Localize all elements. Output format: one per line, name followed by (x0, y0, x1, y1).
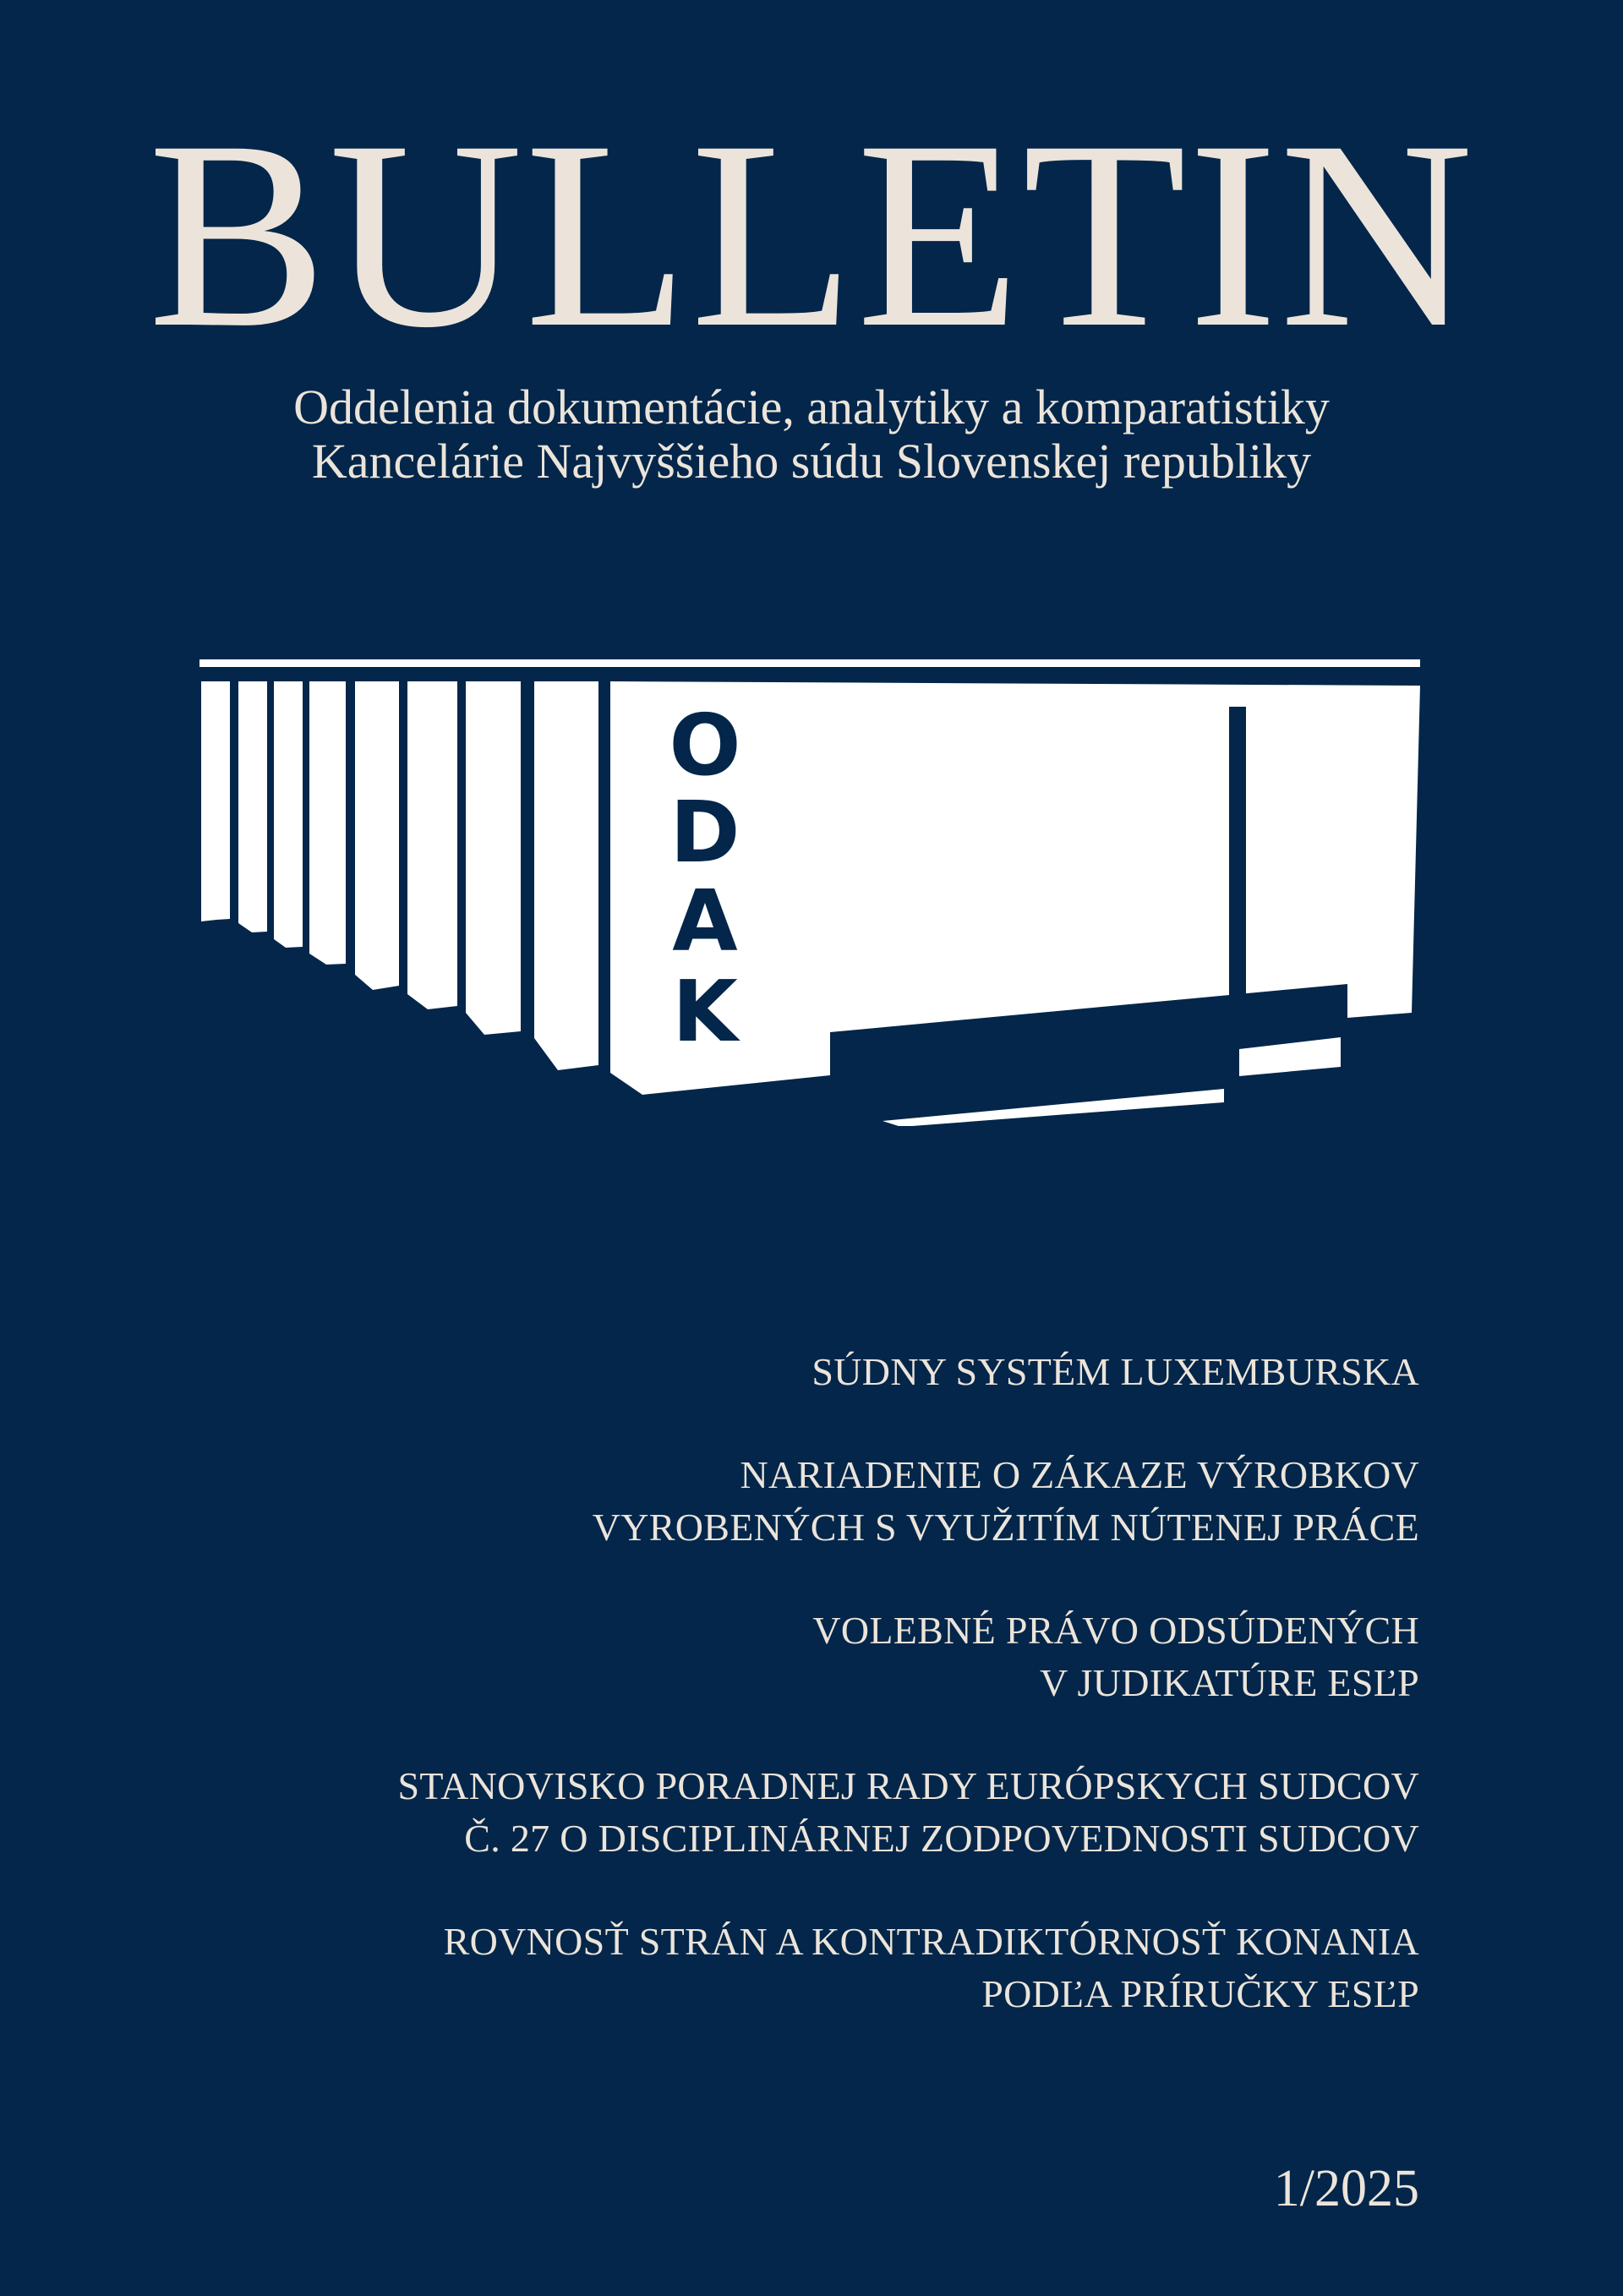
logo-letter-d: D (669, 783, 740, 882)
issue-number: 1/2025 (1273, 2160, 1419, 2217)
article-line: PODĽA PRÍRUČKY ESĽP (981, 1972, 1419, 2015)
publisher-subtitle (0, 380, 1623, 489)
article-line: Č. 27 O DISCIPLINÁRNEJ ZODPOVEDNOSTI SUDCOV (464, 1817, 1419, 1860)
logo-column-2 (238, 681, 267, 932)
article-list (151, 1346, 1419, 2071)
subtitle-line-2: Kancelárie Najvyššieho súdu Slovenskej republiky (311, 434, 1312, 489)
article-line: NARIADENIE O ZÁKAZE VÝROBKOV (740, 1453, 1419, 1496)
logo-column-6 (407, 681, 457, 1009)
logo-column-1 (201, 681, 230, 921)
logo-lower-bar (1239, 1037, 1341, 1076)
article-item (151, 1916, 1419, 2020)
logo-letter-a: A (672, 872, 738, 970)
masthead-title: BULLETIN (147, 85, 1476, 383)
logo-column-3 (274, 681, 303, 948)
article-line: VOLEBNÉ PRÁVO ODSÚDENÝCH (812, 1609, 1419, 1652)
article-line: STANOVISKO PORADNEJ RADY EURÓPSKYCH SUDCOV (397, 1764, 1419, 1807)
logo-top-rule (199, 659, 1420, 667)
logo-vertical-bar (1229, 707, 1246, 1097)
article-item (151, 1604, 1419, 1709)
article-item (151, 1449, 1419, 1554)
article-line: VYROBENÝCH S VYUŽITÍM NÚTENEJ PRÁCE (592, 1506, 1419, 1549)
article-item (151, 1346, 1419, 1398)
odak-logo (199, 656, 1422, 1126)
article-line: SÚDNY SYSTÉM LUXEMBURSKA (812, 1350, 1419, 1393)
article-line: V JUDIKATÚRE ESĽP (1040, 1661, 1419, 1704)
logo-column-4 (309, 681, 346, 965)
logo-column-7 (466, 681, 521, 1035)
logo-letter-o: O (669, 696, 741, 795)
logo-column-8 (534, 681, 598, 1070)
logo-column-5 (355, 681, 399, 990)
logo-letter-k: K (672, 962, 738, 1061)
article-item (151, 1760, 1419, 1865)
subtitle-line-1: Oddelenia dokumentácie, analytiky a komparatistiky (293, 380, 1330, 435)
logo-shadow-wedge (883, 1089, 1224, 1126)
article-line: ROVNOSŤ STRÁN A KONTRADIKTÓRNOSŤ KONANIA (443, 1920, 1419, 1963)
